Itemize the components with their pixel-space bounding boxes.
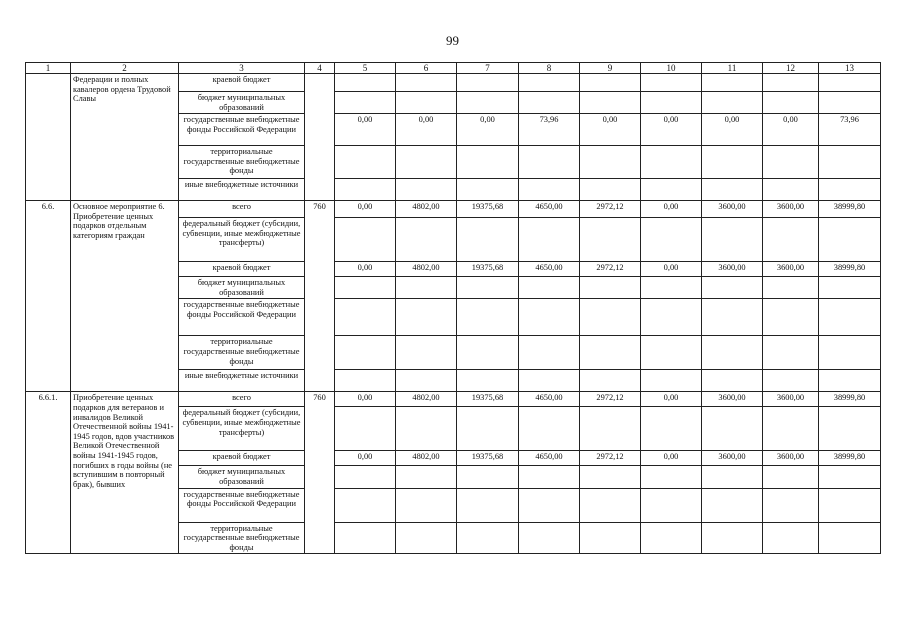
value-cell bbox=[396, 370, 457, 392]
value-cell: 0,00 bbox=[335, 451, 396, 466]
funding-source: государственные внебюджетные фонды Российской Федерации bbox=[179, 488, 305, 522]
value-cell bbox=[396, 92, 457, 114]
column-number-11: 11 bbox=[702, 63, 763, 74]
value-cell bbox=[335, 299, 396, 336]
value-cell bbox=[702, 466, 763, 488]
value-cell bbox=[335, 488, 396, 522]
value-cell bbox=[819, 299, 881, 336]
value-cell: 0,00 bbox=[396, 114, 457, 146]
value-cell: 0,00 bbox=[702, 114, 763, 146]
value-cell bbox=[702, 179, 763, 201]
value-cell bbox=[763, 336, 819, 370]
funding-source: иные внебюджетные источники bbox=[179, 370, 305, 392]
funding-source: территориальные государственные внебюджетные фонды bbox=[179, 146, 305, 179]
budget-table bbox=[25, 62, 881, 554]
column-number-1: 1 bbox=[26, 63, 71, 74]
value-cell: 38999,80 bbox=[819, 392, 881, 407]
value-cell bbox=[763, 466, 819, 488]
value-cell: 0,00 bbox=[641, 262, 702, 277]
column-number-3: 3 bbox=[179, 63, 305, 74]
value-cell bbox=[396, 179, 457, 201]
value-cell bbox=[335, 146, 396, 179]
value-cell: 38999,80 bbox=[819, 262, 881, 277]
value-cell bbox=[819, 466, 881, 488]
item-name: Приобретение ценных подарков для ветеранов и инвалидов Великой Отечественной войны 1941-1945 годов, вдов участников Великой Отечественной войны 1941-1945 годов, погибших в годы войны (не вступившим в повторный брак), бывших bbox=[71, 392, 179, 554]
value-cell: 0,00 bbox=[641, 451, 702, 466]
value-cell bbox=[335, 407, 396, 451]
value-cell bbox=[641, 179, 702, 201]
value-cell: 0,00 bbox=[457, 114, 519, 146]
value-cell bbox=[519, 74, 580, 92]
value-cell bbox=[819, 407, 881, 451]
value-cell: 73,96 bbox=[819, 114, 881, 146]
value-cell bbox=[819, 92, 881, 114]
column-number-9: 9 bbox=[580, 63, 641, 74]
value-cell bbox=[580, 277, 641, 299]
value-cell bbox=[335, 277, 396, 299]
value-cell: 19375,68 bbox=[457, 262, 519, 277]
value-cell bbox=[335, 179, 396, 201]
funding-source: бюджет муниципальных образований bbox=[179, 92, 305, 114]
value-cell: 0,00 bbox=[641, 392, 702, 407]
value-cell bbox=[641, 146, 702, 179]
value-cell bbox=[335, 218, 396, 262]
value-cell: 4650,00 bbox=[519, 201, 580, 218]
funding-source: государственные внебюджетные фонды Российской Федерации bbox=[179, 114, 305, 146]
value-cell bbox=[396, 299, 457, 336]
value-cell bbox=[519, 299, 580, 336]
value-cell: 0,00 bbox=[763, 114, 819, 146]
value-cell bbox=[335, 74, 396, 92]
column-number-4: 4 bbox=[305, 63, 335, 74]
column-number-10: 10 bbox=[641, 63, 702, 74]
value-cell bbox=[763, 522, 819, 554]
value-cell bbox=[457, 179, 519, 201]
value-cell: 4802,00 bbox=[396, 451, 457, 466]
value-cell bbox=[396, 488, 457, 522]
value-cell bbox=[457, 370, 519, 392]
value-cell bbox=[763, 92, 819, 114]
value-cell: 3600,00 bbox=[702, 392, 763, 407]
value-cell bbox=[641, 488, 702, 522]
value-cell bbox=[641, 407, 702, 451]
value-cell bbox=[519, 336, 580, 370]
table-row bbox=[26, 392, 881, 407]
funding-source: территориальные государственные внебюджетные фонды bbox=[179, 336, 305, 370]
table-body bbox=[26, 63, 881, 554]
value-cell bbox=[457, 92, 519, 114]
value-cell bbox=[702, 277, 763, 299]
value-cell bbox=[702, 522, 763, 554]
value-cell bbox=[519, 488, 580, 522]
value-cell bbox=[819, 179, 881, 201]
value-cell bbox=[819, 277, 881, 299]
funding-source: федеральный бюджет (субсидии, субвенции, иные межбюджетные трансферты) bbox=[179, 218, 305, 262]
value-cell bbox=[335, 522, 396, 554]
value-cell: 38999,80 bbox=[819, 451, 881, 466]
value-cell bbox=[641, 218, 702, 262]
value-cell: 3600,00 bbox=[702, 201, 763, 218]
value-cell: 0,00 bbox=[335, 262, 396, 277]
value-cell: 4802,00 bbox=[396, 392, 457, 407]
value-cell bbox=[763, 74, 819, 92]
value-cell: 3600,00 bbox=[763, 451, 819, 466]
value-cell: 0,00 bbox=[580, 114, 641, 146]
value-cell bbox=[763, 370, 819, 392]
value-cell bbox=[580, 92, 641, 114]
value-cell bbox=[457, 277, 519, 299]
value-cell bbox=[519, 466, 580, 488]
column-number-row bbox=[26, 63, 881, 74]
value-cell bbox=[702, 74, 763, 92]
value-cell bbox=[763, 488, 819, 522]
column-number-8: 8 bbox=[519, 63, 580, 74]
page-number: 99 bbox=[446, 33, 459, 48]
value-cell bbox=[641, 74, 702, 92]
value-cell bbox=[457, 299, 519, 336]
value-cell bbox=[457, 466, 519, 488]
funding-source: всего bbox=[179, 201, 305, 218]
funding-source: территориальные государственные внебюджетные фонды bbox=[179, 522, 305, 554]
value-cell bbox=[580, 370, 641, 392]
value-cell: 3600,00 bbox=[702, 451, 763, 466]
funding-source: краевой бюджет bbox=[179, 262, 305, 277]
value-cell bbox=[763, 146, 819, 179]
value-cell: 0,00 bbox=[335, 201, 396, 218]
value-cell bbox=[396, 522, 457, 554]
value-cell bbox=[819, 146, 881, 179]
value-cell: 19375,68 bbox=[457, 392, 519, 407]
value-cell bbox=[819, 336, 881, 370]
column-number-13: 13 bbox=[819, 63, 881, 74]
value-cell: 4650,00 bbox=[519, 262, 580, 277]
value-cell bbox=[763, 179, 819, 201]
value-cell bbox=[580, 179, 641, 201]
table-row bbox=[26, 201, 881, 218]
item-code: 6.6.1. bbox=[26, 392, 71, 554]
value-cell bbox=[819, 488, 881, 522]
value-cell bbox=[396, 218, 457, 262]
column-4-value: 760 bbox=[305, 201, 335, 392]
value-cell: 38999,80 bbox=[819, 201, 881, 218]
value-cell: 3600,00 bbox=[763, 392, 819, 407]
column-number-6: 6 bbox=[396, 63, 457, 74]
value-cell bbox=[519, 179, 580, 201]
value-cell: 2972,12 bbox=[580, 201, 641, 218]
value-cell bbox=[335, 466, 396, 488]
value-cell: 0,00 bbox=[335, 392, 396, 407]
value-cell bbox=[457, 336, 519, 370]
value-cell bbox=[702, 488, 763, 522]
value-cell bbox=[580, 74, 641, 92]
value-cell bbox=[335, 92, 396, 114]
value-cell bbox=[702, 370, 763, 392]
value-cell bbox=[396, 466, 457, 488]
item-code bbox=[26, 74, 71, 201]
item-name: Федерации и полных кавалеров ордена Трудовой Славы bbox=[71, 74, 179, 201]
funding-source: государственные внебюджетные фонды Российской Федерации bbox=[179, 299, 305, 336]
value-cell bbox=[580, 146, 641, 179]
value-cell bbox=[702, 146, 763, 179]
value-cell: 73,96 bbox=[519, 114, 580, 146]
value-cell bbox=[335, 370, 396, 392]
value-cell: 3600,00 bbox=[763, 262, 819, 277]
value-cell bbox=[519, 277, 580, 299]
funding-source: всего bbox=[179, 392, 305, 407]
column-number-5: 5 bbox=[335, 63, 396, 74]
value-cell bbox=[519, 218, 580, 262]
value-cell: 0,00 bbox=[641, 114, 702, 146]
value-cell bbox=[396, 146, 457, 179]
item-code: 6.6. bbox=[26, 201, 71, 392]
value-cell bbox=[580, 407, 641, 451]
funding-source: федеральный бюджет (субсидии, субвенции, иные межбюджетные трансферты) bbox=[179, 407, 305, 451]
value-cell bbox=[641, 299, 702, 336]
value-cell bbox=[519, 92, 580, 114]
value-cell bbox=[702, 407, 763, 451]
value-cell bbox=[335, 336, 396, 370]
value-cell bbox=[580, 522, 641, 554]
value-cell: 4650,00 bbox=[519, 392, 580, 407]
value-cell bbox=[519, 146, 580, 179]
value-cell bbox=[580, 299, 641, 336]
value-cell bbox=[641, 466, 702, 488]
value-cell bbox=[396, 277, 457, 299]
value-cell: 3600,00 bbox=[763, 201, 819, 218]
value-cell: 19375,68 bbox=[457, 201, 519, 218]
funding-source: краевой бюджет bbox=[179, 451, 305, 466]
value-cell bbox=[702, 218, 763, 262]
value-cell bbox=[763, 277, 819, 299]
value-cell bbox=[519, 370, 580, 392]
value-cell bbox=[580, 488, 641, 522]
item-name: Основное мероприятие 6. Приобретение ценных подарков отдельным категориям граждан bbox=[71, 201, 179, 392]
value-cell bbox=[702, 92, 763, 114]
value-cell bbox=[763, 218, 819, 262]
value-cell: 0,00 bbox=[335, 114, 396, 146]
value-cell bbox=[763, 407, 819, 451]
value-cell bbox=[457, 74, 519, 92]
value-cell bbox=[457, 522, 519, 554]
funding-source: краевой бюджет bbox=[179, 74, 305, 92]
value-cell bbox=[580, 218, 641, 262]
value-cell bbox=[457, 407, 519, 451]
column-number-12: 12 bbox=[763, 63, 819, 74]
value-cell: 4650,00 bbox=[519, 451, 580, 466]
funding-source: бюджет муниципальных образований bbox=[179, 277, 305, 299]
value-cell bbox=[702, 299, 763, 336]
value-cell: 0,00 bbox=[641, 201, 702, 218]
value-cell bbox=[580, 336, 641, 370]
table-row bbox=[26, 74, 881, 92]
value-cell bbox=[641, 92, 702, 114]
value-cell: 2972,12 bbox=[580, 262, 641, 277]
value-cell: 2972,12 bbox=[580, 451, 641, 466]
funding-source: иные внебюджетные источники bbox=[179, 179, 305, 201]
value-cell bbox=[396, 407, 457, 451]
value-cell bbox=[819, 74, 881, 92]
value-cell bbox=[396, 74, 457, 92]
value-cell: 19375,68 bbox=[457, 451, 519, 466]
value-cell bbox=[819, 218, 881, 262]
column-4-value bbox=[305, 74, 335, 201]
value-cell: 2972,12 bbox=[580, 392, 641, 407]
value-cell bbox=[641, 522, 702, 554]
value-cell bbox=[457, 218, 519, 262]
column-number-2: 2 bbox=[71, 63, 179, 74]
value-cell bbox=[580, 466, 641, 488]
value-cell: 4802,00 bbox=[396, 262, 457, 277]
value-cell: 4802,00 bbox=[396, 201, 457, 218]
value-cell: 3600,00 bbox=[702, 262, 763, 277]
value-cell bbox=[396, 336, 457, 370]
value-cell bbox=[519, 522, 580, 554]
value-cell bbox=[641, 336, 702, 370]
value-cell bbox=[519, 407, 580, 451]
column-4-value: 760 bbox=[305, 392, 335, 554]
value-cell bbox=[641, 370, 702, 392]
value-cell bbox=[641, 277, 702, 299]
column-number-7: 7 bbox=[457, 63, 519, 74]
funding-source: бюджет муниципальных образований bbox=[179, 466, 305, 488]
value-cell bbox=[457, 146, 519, 179]
value-cell bbox=[819, 370, 881, 392]
value-cell bbox=[763, 299, 819, 336]
value-cell bbox=[457, 488, 519, 522]
value-cell bbox=[702, 336, 763, 370]
value-cell bbox=[819, 522, 881, 554]
